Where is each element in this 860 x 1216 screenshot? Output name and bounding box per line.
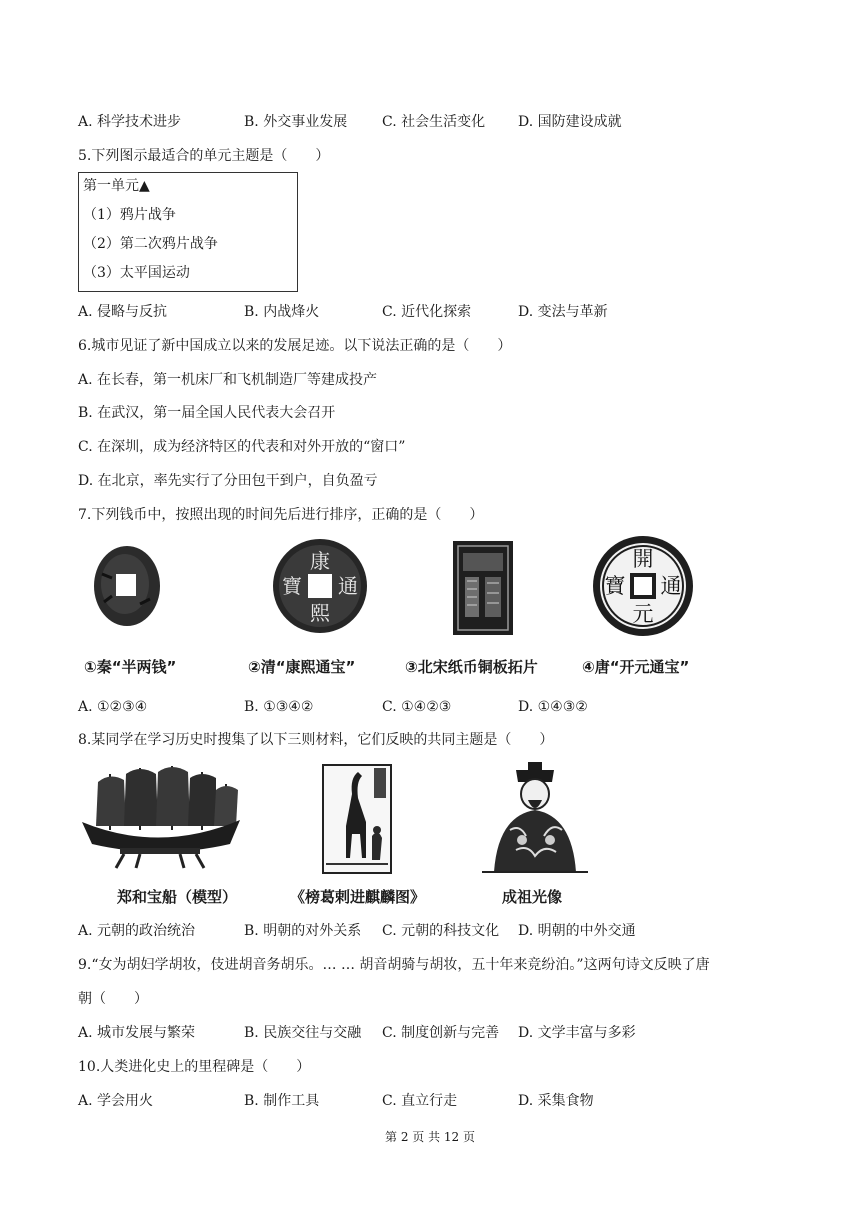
q5-option-a[interactable]: A. 侵略与反抗 <box>78 304 168 320</box>
q9-stem-line-2: 朝（ ） <box>78 991 148 1007</box>
q8-option-d[interactable]: D. 明朝的中外交通 <box>518 923 636 939</box>
q7-stem: 7.下列钱币中，按照出现的时间先后进行排序，正确的是（ ） <box>78 507 484 523</box>
q8-options <box>78 921 778 941</box>
coin-char: 康 <box>310 549 330 573</box>
q5-box-title: 第一单元▲ <box>83 178 150 194</box>
kaiyuan-coin-image <box>592 535 694 637</box>
banliang-coin-image <box>92 544 162 628</box>
treasure-ship-image <box>80 764 242 874</box>
q4-option-a[interactable]: A. 科学技术进步 <box>78 114 182 130</box>
q7-options <box>78 697 778 717</box>
q9-options <box>78 1023 778 1043</box>
q8-caption-1: 郑和宝船（模型） <box>117 888 238 906</box>
q10-option-c[interactable]: C. 直立行走 <box>382 1093 458 1109</box>
q9-option-d[interactable]: D. 文学丰富与多彩 <box>518 1025 636 1041</box>
q6-stem: 6.城市见证了新中国成立以来的发展足迹。以下说法正确的是（ ） <box>78 338 512 354</box>
q10-option-a[interactable]: A. 学会用火 <box>78 1093 154 1109</box>
q8-caption-3: 成祖光像 <box>502 888 563 906</box>
q10-stem: 10.人类进化史上的里程碑是（ ） <box>78 1059 311 1075</box>
q7-caption-1: ①秦“半两钱” <box>84 658 177 676</box>
q5-option-c[interactable]: C. 近代化探索 <box>382 304 472 320</box>
q9-option-a[interactable]: A. 城市发展与繁荣 <box>78 1025 196 1041</box>
q10-option-b[interactable]: B. 制作工具 <box>244 1093 320 1109</box>
q9-option-b[interactable]: B. 民族交往与交融 <box>244 1025 362 1041</box>
q10-options <box>78 1091 778 1111</box>
q4-options <box>78 112 778 132</box>
q5-box-item: （2）第二次鸦片战争 <box>83 236 218 252</box>
q8-caption-2: 《榜葛剌进麒麟图》 <box>290 888 426 906</box>
q10-option-d[interactable]: D. 采集食物 <box>518 1093 594 1109</box>
q8-option-b[interactable]: B. 明朝的对外关系 <box>244 923 362 939</box>
q8-option-a[interactable]: A. 元朝的政治统治 <box>78 923 196 939</box>
coin-char: 寶 <box>604 574 626 598</box>
q6-option-d[interactable]: D. 在北京，率先实行了分田包干到户，自负盈亏 <box>78 473 378 489</box>
q6-option-c[interactable]: C. 在深圳，成为经济特区的代表和对外开放的“窗口” <box>78 439 406 455</box>
q5-option-d[interactable]: D. 变法与革新 <box>518 304 608 320</box>
q8-option-c[interactable]: C. 元朝的科技文化 <box>382 923 500 939</box>
song-banknote-rubbing-image <box>453 541 513 635</box>
q9-option-c[interactable]: C. 制度创新与完善 <box>382 1025 500 1041</box>
q7-option-d[interactable]: D. ①④③② <box>518 699 588 715</box>
q5-unit-box <box>78 172 298 292</box>
q7-caption-4: ④唐“开元通宝” <box>582 658 690 676</box>
giraffe-painting-image <box>322 764 392 874</box>
coin-char: 開 <box>632 547 654 571</box>
q7-caption-3: ③北宋纸币铜板拓片 <box>405 658 538 676</box>
coin-char: 寶 <box>282 574 302 598</box>
q7-option-c[interactable]: C. ①④②③ <box>382 699 452 715</box>
q5-box-item: （3）太平国运动 <box>83 265 190 281</box>
q7-option-a[interactable]: A. ①②③④ <box>78 699 148 715</box>
q4-option-c[interactable]: C. 社会生活变化 <box>382 114 486 130</box>
emperor-portrait-image <box>480 760 590 874</box>
q6-option-a[interactable]: A. 在长春，第一机床厂和飞机制造厂等建成投产 <box>78 372 378 388</box>
page-footer: 第 2 页 共 12 页 <box>385 1130 475 1144</box>
coin-char: 元 <box>632 602 654 626</box>
q5-stem: 5.下列图示最适合的单元主题是（ ） <box>78 148 330 164</box>
coin-char: 通 <box>660 574 682 598</box>
q4-option-b[interactable]: B. 外交事业发展 <box>244 114 348 130</box>
q5-box-item: （1）鸦片战争 <box>83 207 176 223</box>
q5-option-b[interactable]: B. 内战烽火 <box>244 304 320 320</box>
coin-char: 熙 <box>310 601 330 625</box>
q7-caption-2: ②清“康熙通宝” <box>248 658 356 676</box>
q9-stem-line-1: 9.“女为胡妇学胡妆，伎进胡音务胡乐。… … 胡音胡骑与胡妆，五十年来竞纷泊。”这两句诗文反映了唐 <box>78 957 710 973</box>
q6-option-b[interactable]: B. 在武汉，第一届全国人民代表大会召开 <box>78 405 336 421</box>
q4-option-d[interactable]: D. 国防建设成就 <box>518 114 622 130</box>
q5-options <box>78 302 778 322</box>
q8-stem: 8.某同学在学习历史时搜集了以下三则材料，它们反映的共同主题是（ ） <box>78 732 554 748</box>
q7-option-b[interactable]: B. ①③④② <box>244 699 314 715</box>
kangxi-coin-image <box>272 538 368 634</box>
coin-char: 通 <box>338 574 358 598</box>
